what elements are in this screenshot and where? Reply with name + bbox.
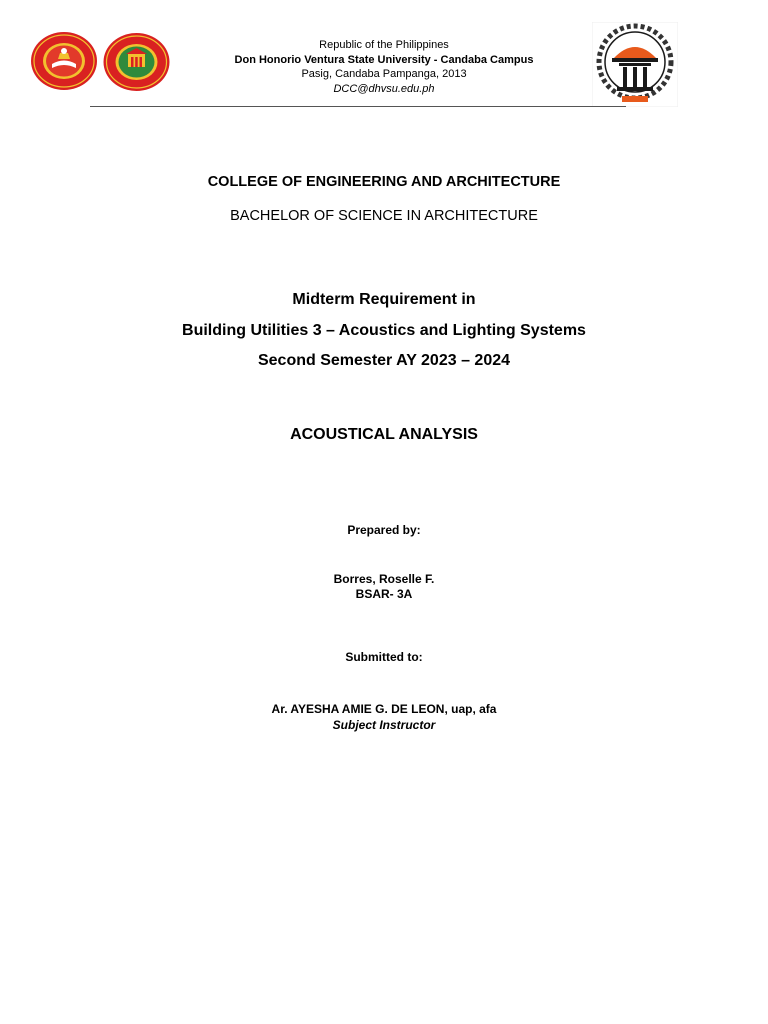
- campus-seal-logo: [103, 32, 170, 92]
- requirement-line-2: Building Utilities 3 – Acoustics and Lighting Systems: [182, 322, 586, 339]
- program-name: BACHELOR OF SCIENCE IN ARCHITECTURE: [230, 208, 538, 224]
- requirement-line-1: Midterm Requirement in: [292, 291, 476, 308]
- instructor-role: Subject Instructor: [332, 718, 436, 732]
- header-divider: [90, 106, 626, 107]
- campus-address: Pasig, Candaba Pampanga, 2013: [301, 68, 467, 80]
- dhvsu-seal-logo: [30, 31, 98, 91]
- document-title: ACOUSTICAL ANALYSIS: [290, 426, 478, 443]
- requirement-line-3: Second Semester AY 2023 – 2024: [257, 352, 511, 369]
- prepared-by-label: Prepared by:: [347, 523, 421, 537]
- campus-email: DCC@dhvsu.edu.ph: [333, 82, 435, 95]
- instructor-name: Ar. AYESHA AMIE G. DE LEON, uap, afa: [271, 702, 497, 716]
- college-name: COLLEGE OF ENGINEERING AND ARCHITECTURE: [207, 174, 561, 190]
- preparer-name: Borres, Roselle F.: [333, 572, 435, 586]
- preparer-section: BSAR- 3A: [355, 587, 413, 601]
- republic-line: Republic of the Philippines: [319, 39, 449, 51]
- cea-college-logo: [592, 22, 678, 107]
- submitted-to-label: Submitted to:: [345, 650, 423, 664]
- letterhead: [170, 38, 598, 96]
- university-name: Don Honorio Ventura State University - Candaba Campus: [234, 53, 534, 66]
